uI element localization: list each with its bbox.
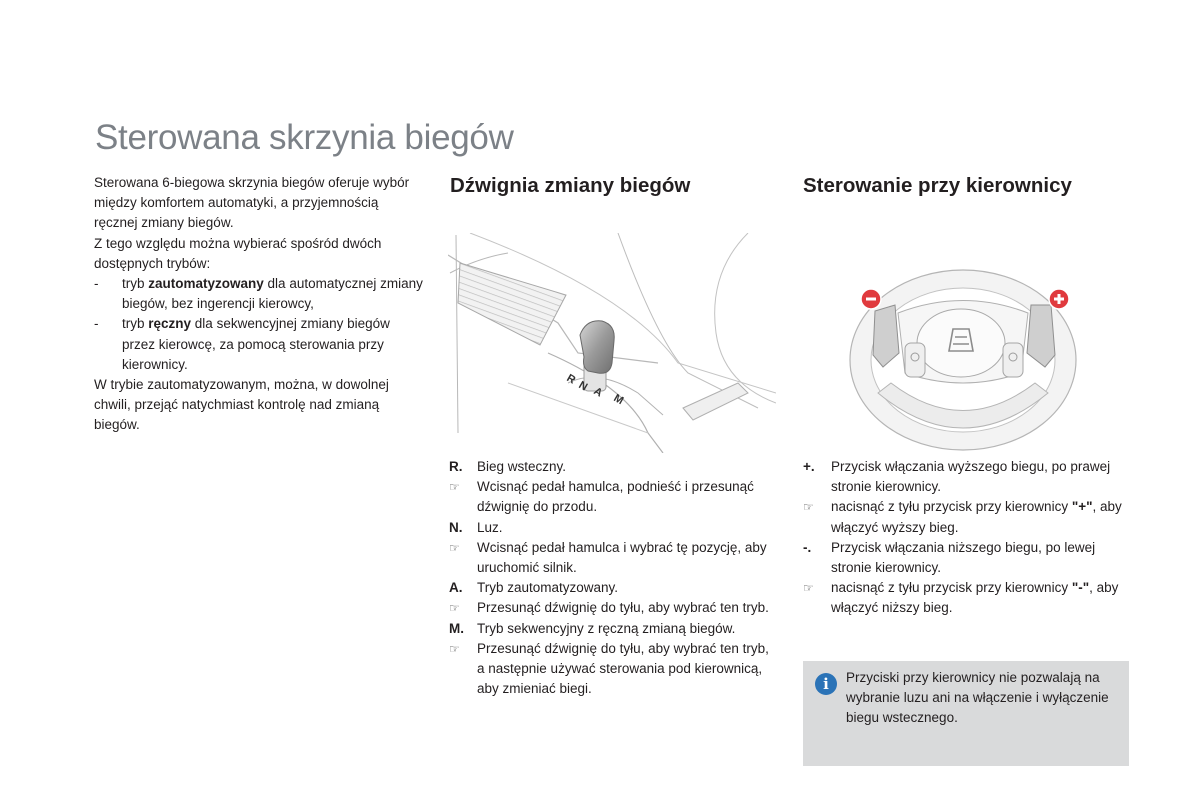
legend-text: Luz. bbox=[477, 519, 503, 535]
intro-paragraph: Z tego względu można wybierać spośród dwóch dostępnych trybów: bbox=[94, 235, 382, 271]
list-item bbox=[803, 497, 1128, 537]
lever-section-heading: Dźwignia zmiany biegów bbox=[450, 174, 691, 197]
gear-lever-drawing bbox=[448, 233, 776, 453]
gear-letter-r: R bbox=[564, 372, 578, 387]
legend-text: Wcisnąć pedał hamulca, podnieść i przesunąć dźwignię do przodu. bbox=[477, 479, 754, 515]
list-item bbox=[449, 578, 779, 598]
legend-text: Tryb sekwencyjny z ręczną zmianą biegów. bbox=[477, 620, 736, 636]
legend-key: +. bbox=[803, 459, 815, 474]
info-note-text: Przyciski przy kierownicy nie pozwalają na wybranie luzu ani na włączenie i wyłączenie biegu wstecznego. bbox=[846, 670, 1109, 726]
steering-wheel-drawing bbox=[803, 233, 1128, 453]
gear-lever-illustration bbox=[448, 233, 776, 453]
hand-pointer-icon: ☞ bbox=[449, 641, 460, 656]
list-item bbox=[94, 314, 424, 375]
hand-pointer-icon: ☞ bbox=[449, 480, 460, 495]
list-item bbox=[449, 457, 779, 477]
legend-key: M. bbox=[449, 620, 464, 636]
legend-text: Bieg wsteczny. bbox=[477, 459, 567, 474]
wheel-section-heading: Sterowanie przy kierownicy bbox=[803, 174, 1072, 197]
list-item bbox=[803, 457, 1128, 497]
info-icon: i bbox=[815, 673, 837, 695]
legend-text: Tryb zautomatyzowany. bbox=[477, 580, 619, 596]
gear-letter-a: A bbox=[591, 385, 605, 400]
legend-text: nacisnąć z tyłu przycisk przy kierownicy "+", aby włączyć wyższy bieg. bbox=[831, 499, 1122, 535]
intro-text bbox=[94, 173, 424, 436]
list-item-text: tryb zautomatyzowany dla automatycznej zmiany biegów, bez ingerencji kierowcy, bbox=[122, 276, 423, 312]
intro-paragraph: Sterowana 6-biegowa skrzynia biegów oferuje wybór między komfortem automatyki, a przyjemnością ręcznej zmiany biegów. bbox=[94, 175, 410, 231]
list-item-text: tryb ręczny dla sekwencyjnej zmiany biegów przez kierowcę, za pomocą sterowania przy kierownicy. bbox=[122, 316, 390, 372]
intro-paragraph: W trybie zautomatyzowanym, można, w dowolnej chwili, przejąć natychmiast kontrolę nad zmianą biegów. bbox=[94, 377, 389, 433]
list-item bbox=[94, 274, 424, 314]
legend-key: N. bbox=[449, 519, 463, 535]
list-item bbox=[449, 477, 779, 517]
list-dash: - bbox=[94, 316, 99, 332]
gear-letter-m: M bbox=[611, 392, 626, 408]
list-item bbox=[803, 578, 1128, 618]
gear-letter-n: N bbox=[576, 379, 590, 394]
legend-text: Przycisk włączania wyższego biegu, po prawej stronie kierownicy. bbox=[831, 459, 1111, 495]
hand-pointer-icon: ☞ bbox=[803, 581, 814, 596]
legend-key: A. bbox=[449, 580, 463, 596]
info-note-box bbox=[803, 661, 1129, 766]
list-dash: - bbox=[94, 276, 99, 292]
list-item bbox=[449, 639, 779, 700]
wheel-legend bbox=[803, 457, 1128, 619]
list-item bbox=[803, 538, 1128, 578]
legend-text: Wcisnąć pedał hamulca i wybrać tę pozycję, aby uruchomić silnik. bbox=[477, 539, 767, 576]
list-item bbox=[449, 598, 779, 618]
hand-pointer-icon: ☞ bbox=[449, 540, 460, 555]
list-item bbox=[449, 538, 779, 578]
hand-pointer-icon: ☞ bbox=[803, 500, 814, 515]
legend-text: Przesunąć dźwignię do tyłu, aby wybrać ten tryb, a następnie używać sterowania pod kierownicą, aby zmieniać biegi. bbox=[477, 640, 769, 697]
legend-key: R. bbox=[449, 459, 463, 474]
legend-text: nacisnąć z tyłu przycisk przy kierownicy "-", aby włączyć niższy bieg. bbox=[831, 580, 1119, 616]
list-item bbox=[449, 619, 779, 639]
hand-pointer-icon: ☞ bbox=[449, 601, 460, 616]
list-item bbox=[449, 518, 779, 538]
legend-text: Przesunąć dźwignię do tyłu, aby wybrać ten tryb. bbox=[477, 600, 769, 616]
steering-wheel-illustration bbox=[803, 233, 1128, 453]
lever-legend bbox=[449, 457, 779, 699]
legend-text: Przycisk włączania niższego biegu, po lewej stronie kierownicy. bbox=[831, 539, 1096, 576]
page-title: Sterowana skrzynia biegów bbox=[95, 118, 514, 157]
legend-key: -. bbox=[803, 539, 812, 555]
